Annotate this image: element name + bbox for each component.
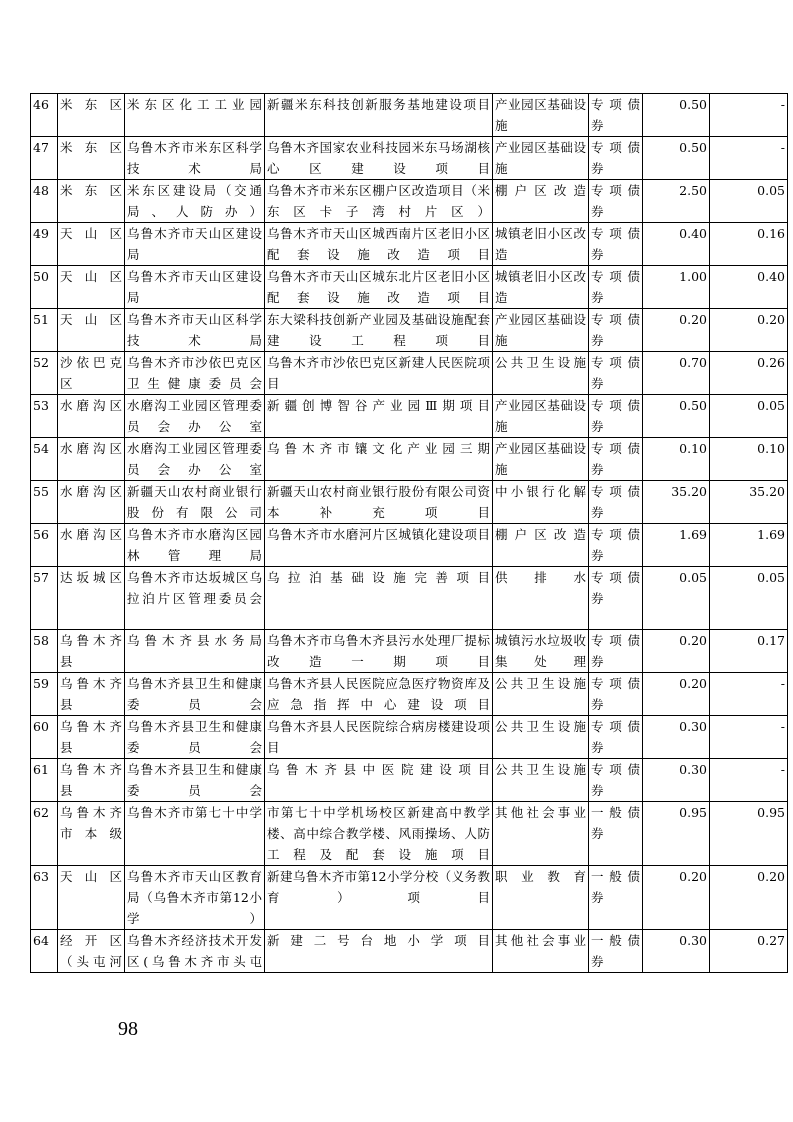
- cell-bond-type: 专项债券: [589, 309, 643, 352]
- cell-category: 产业园区基础设施: [493, 309, 589, 352]
- cell-bond-type: 一般债券: [589, 930, 643, 973]
- cell-number: 48: [31, 180, 58, 223]
- table-row: [31, 395, 788, 438]
- cell-amount-2: 0.05: [710, 180, 788, 223]
- table-row: [31, 180, 788, 223]
- cell-district: 乌鲁木齐县: [58, 716, 125, 759]
- cell-unit: 乌鲁木齐市沙依巴克区卫生健康委员会: [125, 352, 265, 395]
- cell-amount-2: 0.17: [710, 630, 788, 673]
- cell-amount: 0.50: [643, 395, 710, 438]
- cell-category: 职业教育: [493, 866, 589, 930]
- cell-project: 市第七十中学机场校区新建高中教学楼、高中综合教学楼、风雨操场、人防工程及配套设施项目: [265, 802, 493, 866]
- cell-amount-2: 0.20: [710, 866, 788, 930]
- cell-category: 城镇老旧小区改造: [493, 266, 589, 309]
- cell-amount: 0.20: [643, 673, 710, 716]
- table-row: [31, 481, 788, 524]
- cell-amount-2: 0.16: [710, 223, 788, 266]
- cell-district: 水磨沟区: [58, 395, 125, 438]
- cell-number: 49: [31, 223, 58, 266]
- cell-district: 天山区: [58, 309, 125, 352]
- cell-bond-type: 专项债券: [589, 266, 643, 309]
- cell-amount: 0.20: [643, 866, 710, 930]
- table-row: [31, 524, 788, 567]
- cell-amount: 1.00: [643, 266, 710, 309]
- cell-amount: 0.20: [643, 630, 710, 673]
- cell-number: 50: [31, 266, 58, 309]
- cell-district: 水磨沟区: [58, 481, 125, 524]
- cell-bond-type: 专项债券: [589, 395, 643, 438]
- cell-project: 乌鲁木齐县中医院建设项目: [265, 759, 493, 802]
- cell-unit: 乌鲁木齐市天山区教育局（乌鲁木齐市第12小学）: [125, 866, 265, 930]
- cell-amount: 0.30: [643, 759, 710, 802]
- cell-category: 供排水: [493, 567, 589, 630]
- cell-unit: 乌鲁木齐县卫生和健康委员会: [125, 716, 265, 759]
- cell-project: 乌拉泊基础设施完善项目: [265, 567, 493, 630]
- cell-unit: 乌鲁木齐县卫生和健康委员会: [125, 673, 265, 716]
- cell-district: 乌鲁木齐市本级: [58, 802, 125, 866]
- cell-project: 乌鲁木齐市乌鲁木齐县污水处理厂提标改造一期项目: [265, 630, 493, 673]
- cell-amount-2: 0.10: [710, 438, 788, 481]
- cell-amount-2: 35.20: [710, 481, 788, 524]
- cell-amount: 0.30: [643, 716, 710, 759]
- cell-bond-type: 专项债券: [589, 567, 643, 630]
- cell-amount: 0.30: [643, 930, 710, 973]
- cell-category: 公共卫生设施: [493, 716, 589, 759]
- cell-district: 米东区: [58, 180, 125, 223]
- cell-number: 52: [31, 352, 58, 395]
- cell-amount: 0.20: [643, 309, 710, 352]
- cell-amount: 2.50: [643, 180, 710, 223]
- cell-bond-type: 专项债券: [589, 759, 643, 802]
- cell-category: 城镇老旧小区改造: [493, 223, 589, 266]
- cell-district: 乌鲁木齐县: [58, 630, 125, 673]
- project-table: [30, 93, 788, 973]
- cell-unit: 乌鲁木齐市天山区建设局: [125, 223, 265, 266]
- cell-project: 乌鲁木齐市水磨河片区城镇化建设项目: [265, 524, 493, 567]
- cell-category: 其他社会事业: [493, 930, 589, 973]
- cell-number: 53: [31, 395, 58, 438]
- cell-district: 乌鲁木齐县: [58, 759, 125, 802]
- cell-bond-type: 一般债券: [589, 802, 643, 866]
- cell-unit: 乌鲁木齐市达坂城区乌拉泊片区管理委员会: [125, 567, 265, 630]
- cell-category: 公共卫生设施: [493, 352, 589, 395]
- cell-category: 公共卫生设施: [493, 759, 589, 802]
- cell-bond-type: 专项债券: [589, 438, 643, 481]
- cell-project: 乌鲁木齐县人民医院综合病房楼建设项目: [265, 716, 493, 759]
- cell-unit: 水磨沟工业园区管理委员会办公室: [125, 395, 265, 438]
- cell-amount-2: 0.40: [710, 266, 788, 309]
- cell-bond-type: 专项债券: [589, 716, 643, 759]
- cell-bond-type: 专项债券: [589, 352, 643, 395]
- cell-amount-2: -: [710, 94, 788, 137]
- cell-district: 天山区: [58, 223, 125, 266]
- cell-number: 59: [31, 673, 58, 716]
- cell-category: 城镇污水垃圾收集处理: [493, 630, 589, 673]
- table-row: [31, 94, 788, 137]
- cell-number: 62: [31, 802, 58, 866]
- cell-amount: 0.70: [643, 352, 710, 395]
- cell-amount-2: -: [710, 716, 788, 759]
- cell-district: 水磨沟区: [58, 524, 125, 567]
- cell-category: 其他社会事业: [493, 802, 589, 866]
- cell-number: 46: [31, 94, 58, 137]
- cell-bond-type: 专项债券: [589, 481, 643, 524]
- cell-number: 61: [31, 759, 58, 802]
- cell-bond-type: 一般债券: [589, 866, 643, 930]
- table-body: [31, 94, 788, 973]
- cell-number: 54: [31, 438, 58, 481]
- table-row: [31, 438, 788, 481]
- cell-category: 产业园区基础设施: [493, 94, 589, 137]
- cell-district: 沙依巴克区: [58, 352, 125, 395]
- cell-unit: 乌鲁木齐县卫生和健康委员会: [125, 759, 265, 802]
- cell-bond-type: 专项债券: [589, 673, 643, 716]
- cell-number: 56: [31, 524, 58, 567]
- cell-unit: 米东区化工工业园: [125, 94, 265, 137]
- cell-project: 乌鲁木齐县人民医院应急医疗物资库及应急指挥中心建设项目: [265, 673, 493, 716]
- table-row: [31, 866, 788, 930]
- cell-amount-2: -: [710, 759, 788, 802]
- cell-category: 产业园区基础设施: [493, 395, 589, 438]
- cell-amount: 1.69: [643, 524, 710, 567]
- cell-number: 51: [31, 309, 58, 352]
- cell-district: 天山区: [58, 866, 125, 930]
- table-row: [31, 223, 788, 266]
- cell-project: 新疆米东科技创新服务基地建设项目: [265, 94, 493, 137]
- cell-category: 产业园区基础设施: [493, 137, 589, 180]
- table-row: [31, 716, 788, 759]
- cell-bond-type: 专项债券: [589, 524, 643, 567]
- cell-amount-2: 0.20: [710, 309, 788, 352]
- table-row: [31, 930, 788, 973]
- cell-unit: 乌鲁木齐经济技术开发区(乌鲁木齐市头屯: [125, 930, 265, 973]
- cell-unit: 新疆天山农村商业银行股份有限公司: [125, 481, 265, 524]
- cell-amount-2: 1.69: [710, 524, 788, 567]
- cell-number: 60: [31, 716, 58, 759]
- cell-amount-2: 0.05: [710, 395, 788, 438]
- cell-amount: 35.20: [643, 481, 710, 524]
- cell-project: 乌鲁木齐国家农业科技园米东马场湖核心区建设项目: [265, 137, 493, 180]
- cell-category: 中小银行化解: [493, 481, 589, 524]
- cell-number: 57: [31, 567, 58, 630]
- cell-project: 新疆创博智谷产业园Ⅲ期项目: [265, 395, 493, 438]
- cell-amount-2: 0.05: [710, 567, 788, 630]
- cell-unit: 乌鲁木齐县水务局: [125, 630, 265, 673]
- cell-amount-2: 0.26: [710, 352, 788, 395]
- cell-category: 棚户区改造: [493, 180, 589, 223]
- cell-unit: 水磨沟工业园区管理委员会办公室: [125, 438, 265, 481]
- page-number: 98: [118, 1018, 138, 1040]
- table-row: [31, 673, 788, 716]
- cell-district: 乌鲁木齐县: [58, 673, 125, 716]
- cell-project: 新建乌鲁木齐市第12小学分校（义务教育）项目: [265, 866, 493, 930]
- cell-number: 47: [31, 137, 58, 180]
- cell-unit: 乌鲁木齐市水磨沟区园林管理局: [125, 524, 265, 567]
- cell-amount: 0.40: [643, 223, 710, 266]
- cell-district: 米东区: [58, 94, 125, 137]
- cell-project: 乌鲁木齐市米东区棚户区改造项目（米东区卡子湾村片区）: [265, 180, 493, 223]
- cell-project: 新疆天山农村商业银行股份有限公司资本补充项目: [265, 481, 493, 524]
- cell-project: 乌鲁木齐市沙依巴克区新建人民医院项目: [265, 352, 493, 395]
- cell-number: 55: [31, 481, 58, 524]
- cell-amount: 0.05: [643, 567, 710, 630]
- cell-project: 乌鲁木齐市天山区城东北片区老旧小区配套设施改造项目: [265, 266, 493, 309]
- cell-unit: 乌鲁木齐市天山区建设局: [125, 266, 265, 309]
- table-row: [31, 630, 788, 673]
- cell-amount-2: 0.27: [710, 930, 788, 973]
- cell-category: 公共卫生设施: [493, 673, 589, 716]
- cell-amount: 0.50: [643, 94, 710, 137]
- cell-number: 63: [31, 866, 58, 930]
- table-row: [31, 352, 788, 395]
- cell-unit: 乌鲁木齐市天山区科学技术局: [125, 309, 265, 352]
- cell-amount: 0.10: [643, 438, 710, 481]
- cell-amount: 0.95: [643, 802, 710, 866]
- table-row: [31, 266, 788, 309]
- cell-bond-type: 专项债券: [589, 223, 643, 266]
- cell-bond-type: 专项债券: [589, 137, 643, 180]
- cell-project: 新建二号台地小学项目: [265, 930, 493, 973]
- cell-amount: 0.50: [643, 137, 710, 180]
- cell-district: 经开区（头屯河: [58, 930, 125, 973]
- cell-number: 58: [31, 630, 58, 673]
- cell-project: 乌鲁木齐市镶文化产业园三期: [265, 438, 493, 481]
- cell-category: 产业园区基础设施: [493, 438, 589, 481]
- cell-district: 达坂城区: [58, 567, 125, 630]
- cell-bond-type: 专项债券: [589, 630, 643, 673]
- table-row: [31, 759, 788, 802]
- table-row: [31, 137, 788, 180]
- cell-bond-type: 专项债券: [589, 180, 643, 223]
- cell-number: 64: [31, 930, 58, 973]
- cell-unit: 米东区建设局（交通局、人防办）: [125, 180, 265, 223]
- table-row: [31, 567, 788, 630]
- cell-district: 天山区: [58, 266, 125, 309]
- table-row: [31, 309, 788, 352]
- cell-amount-2: 0.95: [710, 802, 788, 866]
- cell-district: 水磨沟区: [58, 438, 125, 481]
- cell-bond-type: 专项债券: [589, 94, 643, 137]
- table-row: [31, 802, 788, 866]
- cell-unit: 乌鲁木齐市第七十中学: [125, 802, 265, 866]
- cell-project: 乌鲁木齐市天山区城西南片区老旧小区配套设施改造项目: [265, 223, 493, 266]
- cell-district: 米东区: [58, 137, 125, 180]
- cell-unit: 乌鲁木齐市米东区科学技术局: [125, 137, 265, 180]
- cell-project: 东大梁科技创新产业园及基础设施配套建设工程项目: [265, 309, 493, 352]
- cell-amount-2: -: [710, 137, 788, 180]
- cell-amount-2: -: [710, 673, 788, 716]
- cell-category: 棚户区改造: [493, 524, 589, 567]
